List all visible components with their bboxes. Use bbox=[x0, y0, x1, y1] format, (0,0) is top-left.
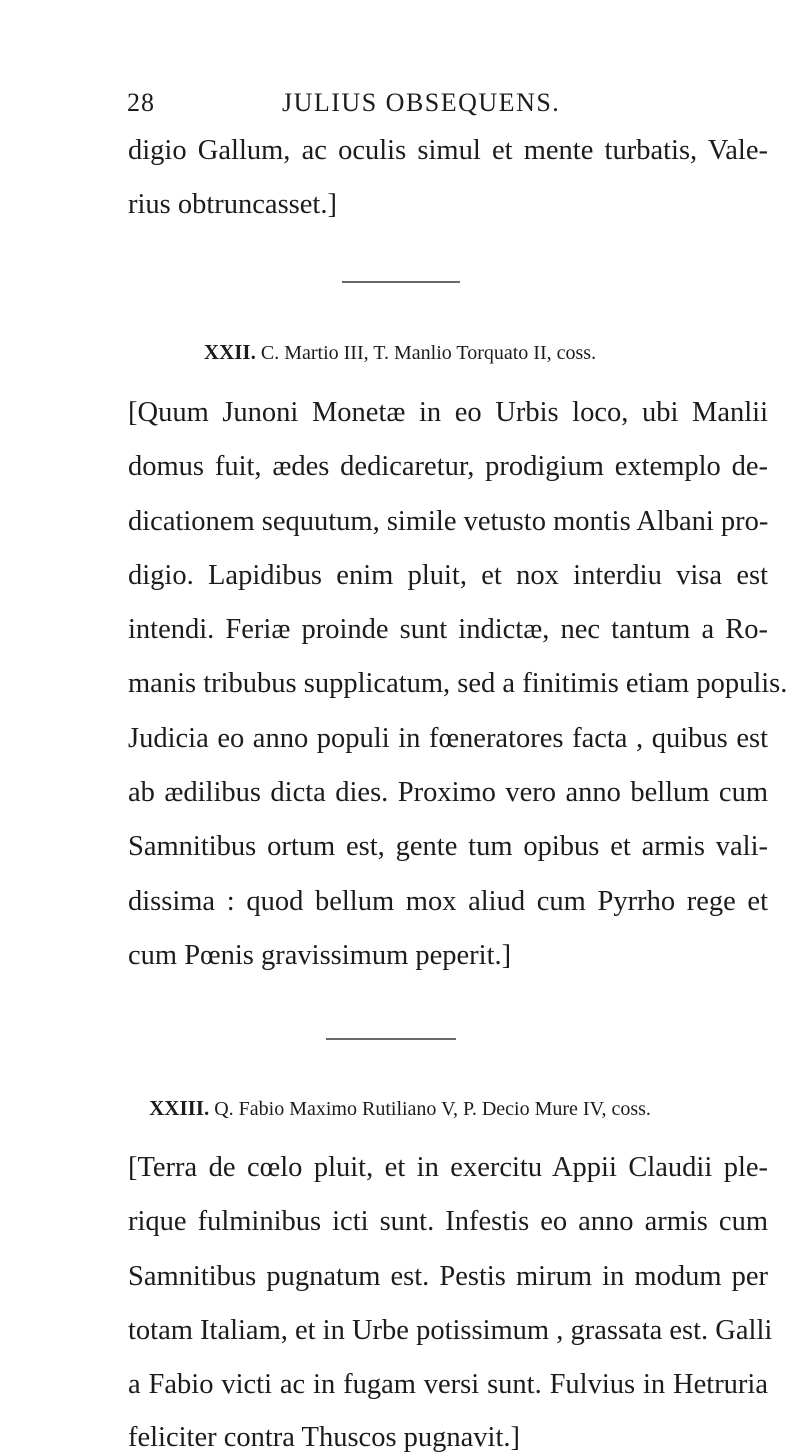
section-consuls: C. Martio III, T. Manlio Torquato II, coss. bbox=[260, 342, 597, 364]
text-line: Samnitibus pugnatum est. Pestis mirum in modum per bbox=[128, 1261, 768, 1292]
text-line: dissima : quod bellum mox aliud cum Pyrrho rege et bbox=[128, 886, 768, 917]
text-line: intendi. Feriæ proinde sunt indictæ, nec tantum a Ro- bbox=[128, 614, 768, 645]
section-heading bbox=[0, 340, 800, 365]
section-divider bbox=[326, 1038, 456, 1040]
section-number: XXII. bbox=[203, 340, 256, 364]
section-consuls: Q. Fabio Maximo Rutiliano V, P. Decio Mure IV, coss. bbox=[214, 1098, 651, 1120]
text-line: [Terra de cœlo pluit, et in exercitu Appii Claudii ple- bbox=[128, 1152, 768, 1183]
text-line: a Fabio victi ac in fugam versi sunt. Fulvius in Hetruria bbox=[128, 1369, 768, 1400]
section-heading bbox=[0, 1096, 800, 1121]
text-line: cum Pœnis gravissimum peperit.] bbox=[128, 940, 512, 971]
running-title: JULIUS OBSEQUENS. bbox=[282, 88, 561, 117]
text-line: ab ædilibus dicta dies. Proximo vero anno bellum cum bbox=[128, 777, 768, 808]
section-number: XXIII. bbox=[149, 1096, 210, 1120]
text-line: feliciter contra Thuscos pugnavit.] bbox=[128, 1422, 521, 1453]
page-number: 28 bbox=[127, 88, 155, 117]
page-header bbox=[0, 88, 800, 128]
text-line: Judicia eo anno populi in fœneratores facta , quibus est bbox=[128, 723, 768, 754]
text-line: rique fulminibus icti sunt. Infestis eo anno armis cum bbox=[128, 1206, 768, 1237]
text-line: manis tribubus supplicatum, sed a finitimis etiam populis. bbox=[128, 668, 788, 699]
text-line: totam Italiam, et in Urbe potissimum , grassata est. Galli bbox=[128, 1315, 773, 1346]
text-line: Samnitibus ortum est, gente tum opibus et armis vali- bbox=[128, 831, 768, 862]
text-line: dicationem sequutum, simile vetusto montis Albani pro- bbox=[128, 506, 769, 537]
text-line: [Quum Junoni Monetæ in eo Urbis loco, ubi Manlii bbox=[128, 397, 768, 428]
text-line: digio. Lapidibus enim pluit, et nox interdiu visa est bbox=[128, 560, 768, 591]
section-divider bbox=[342, 281, 460, 283]
text-line: domus fuit, ædes dedicaretur, prodigium extemplo de- bbox=[128, 451, 768, 482]
text-line: rius obtruncasset.] bbox=[128, 189, 337, 220]
text-line: digio Gallum, ac oculis simul et mente turbatis, Vale- bbox=[128, 135, 768, 166]
